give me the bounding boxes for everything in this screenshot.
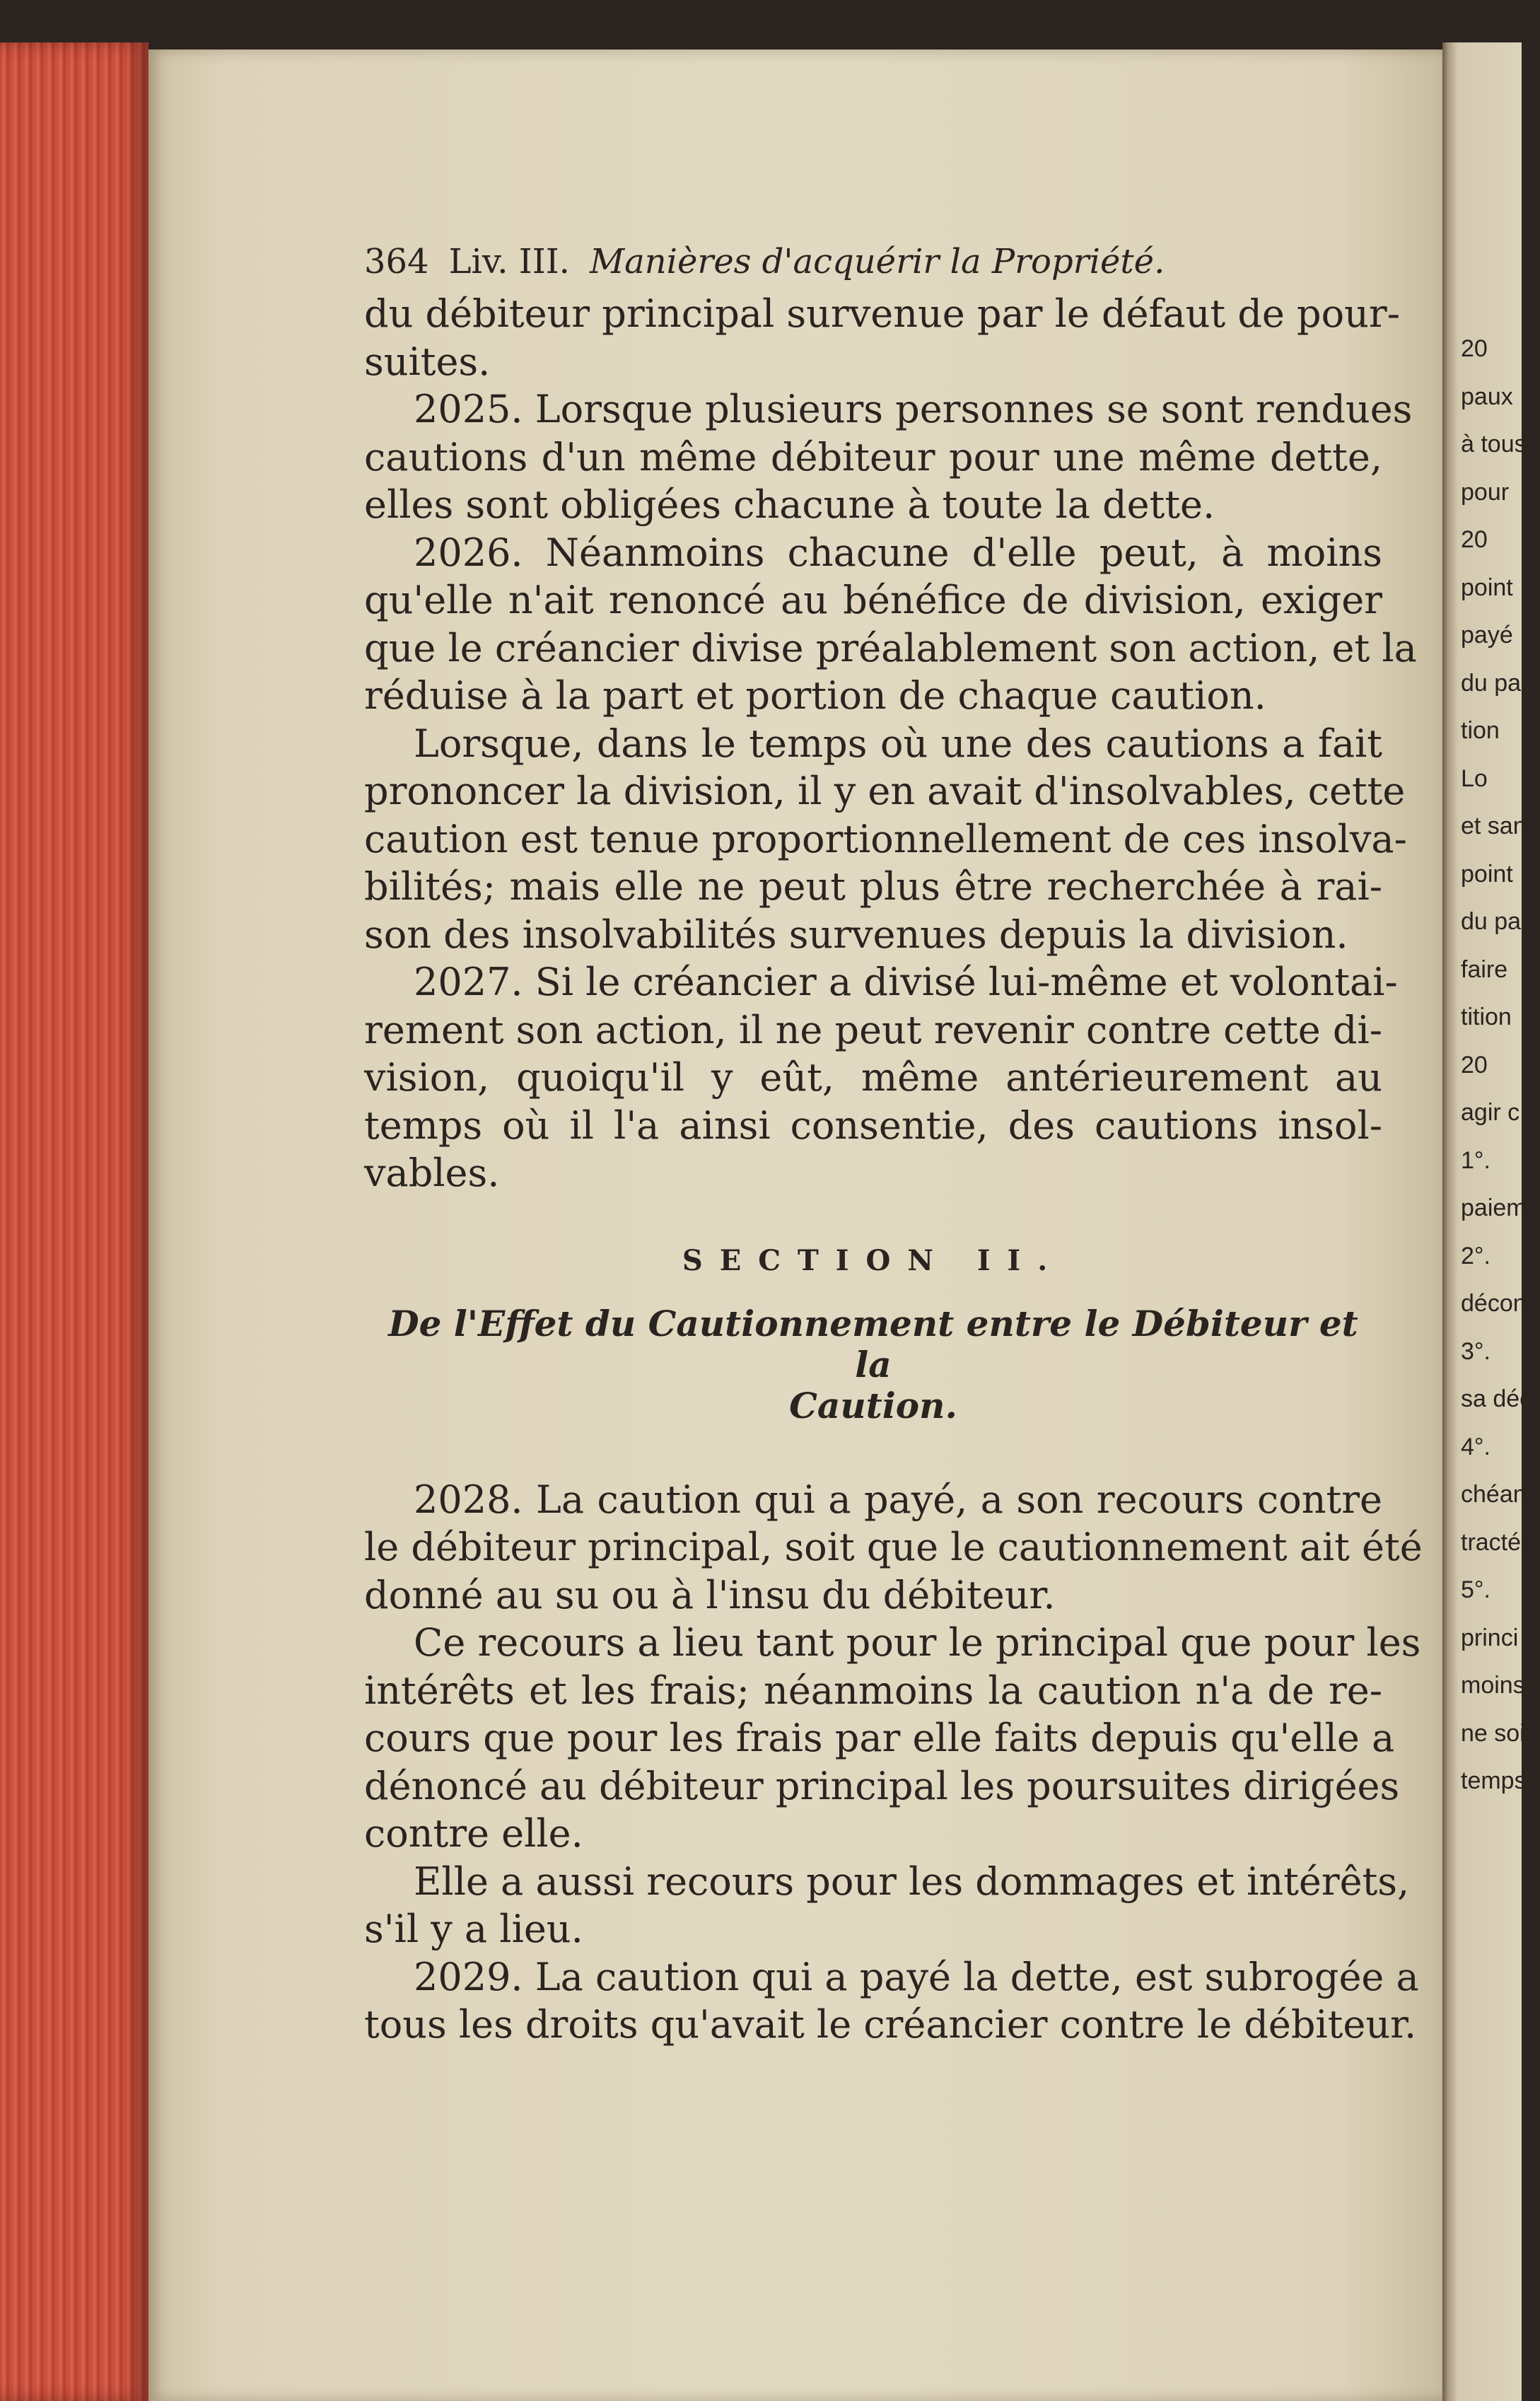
fragment: déconf bbox=[1461, 1290, 1534, 1317]
text-line: que le créancier divise préalablement son action, et la bbox=[364, 625, 1417, 670]
text-line: Lorsque, dans le temps où une des cautions a fait bbox=[414, 721, 1382, 766]
fragment: 20 bbox=[1461, 335, 1488, 362]
fragment: moins bbox=[1461, 1672, 1525, 1699]
fragment: 4°. bbox=[1461, 1433, 1491, 1460]
text-line: dénoncé au débiteur principal les poursuites dirigées bbox=[364, 1763, 1400, 1808]
text-line: prononcer la division, il y en avait d'insolvables, cette bbox=[364, 769, 1406, 813]
text-line: cautions d'un même débiteur pour une même dette, bbox=[364, 434, 1382, 479]
article-2027: 2027. Si le créancier a divisé lui-même et volontai- bbox=[414, 960, 1398, 1004]
body-bottom bbox=[364, 1476, 1423, 2049]
fragment: payé bbox=[1461, 622, 1513, 649]
text-line: tous les droits qu'avait le créancier contre le débiteur. bbox=[364, 2002, 1417, 2047]
running-title: Manières d'acquérir la Propriété. bbox=[589, 242, 1165, 281]
text-line: Elle a aussi recours pour les dommages et intérêts, bbox=[414, 1859, 1410, 1904]
text-line: contre elle. bbox=[364, 1811, 583, 1856]
article-2025: 2025. Lorsque plusieurs personnes se sont rendues bbox=[414, 387, 1413, 431]
page-text bbox=[364, 233, 1423, 2049]
fragment: ne soit bbox=[1461, 1719, 1532, 1747]
fragment: point bbox=[1461, 574, 1513, 601]
section-heading: SECTION II. bbox=[682, 1243, 1065, 1277]
fragment: tractée bbox=[1461, 1528, 1534, 1556]
body-top bbox=[364, 290, 1417, 1197]
next-page-strip bbox=[1442, 42, 1540, 2401]
next-page-text bbox=[1455, 325, 1540, 1806]
text-line: vision, quoiqu'il y eût, même antérieurement au bbox=[364, 1055, 1382, 1100]
fragment: paieme bbox=[1461, 1194, 1540, 1221]
fragment: du pa bbox=[1461, 908, 1522, 935]
fragment: du pa bbox=[1461, 669, 1522, 697]
fragment: point bbox=[1461, 860, 1513, 888]
article-2026: 2026. Néanmoins chacune d'elle peut, à moins bbox=[414, 530, 1382, 575]
fragment: à tous bbox=[1461, 431, 1527, 458]
text-line: du débiteur principal survenue par le défaut de pour- bbox=[364, 291, 1400, 336]
book-number: Liv. III. bbox=[448, 242, 570, 281]
article-2029: 2029. La caution qui a payé la dette, est subrogée a bbox=[414, 1954, 1419, 1999]
fragment: 1°. bbox=[1461, 1146, 1491, 1174]
section-title bbox=[364, 1303, 1382, 1426]
text-line: qu'elle n'ait renoncé au bénéfice de division, exiger bbox=[364, 578, 1382, 622]
text-line: donné au su ou à l'insu du débiteur. bbox=[364, 1572, 1056, 1617]
fragment: faire bbox=[1461, 955, 1508, 983]
text-line: le débiteur principal, soit que le cautionnement ait été bbox=[364, 1525, 1423, 1569]
text-line: cours que pour les frais par elle faits depuis qu'elle a bbox=[364, 1716, 1395, 1760]
section-title-line: Caution. bbox=[789, 1384, 957, 1426]
text-line: caution est tenue proportionnellement de ces insolva- bbox=[364, 816, 1407, 861]
fragment: 20 bbox=[1461, 1051, 1488, 1079]
section-title-line: De l'Effet du Cautionnement entre le Débiteur et la bbox=[388, 1302, 1358, 1385]
text-line: rement son action, il ne peut revenir contre cette di- bbox=[364, 1007, 1382, 1052]
article-2028: 2028. La caution qui a payé, a son recours contre bbox=[414, 1477, 1382, 1522]
fragment: sa déc bbox=[1461, 1385, 1532, 1412]
fragment: chéan bbox=[1461, 1481, 1527, 1508]
text-line: elles sont obligées chacune à toute la dette. bbox=[364, 482, 1215, 527]
text-line: temps où il l'a ainsi consentie, des cautions insol- bbox=[364, 1103, 1382, 1148]
fragment: agir c bbox=[1461, 1099, 1520, 1126]
text-line: Ce recours a lieu tant pour le principal que pour les bbox=[414, 1620, 1421, 1665]
text-line: s'il y a lieu. bbox=[364, 1907, 583, 1951]
fragment: pour bbox=[1461, 478, 1510, 506]
fragment: 5°. bbox=[1461, 1576, 1491, 1603]
fragment: princi bbox=[1461, 1624, 1519, 1651]
fragment: Lo bbox=[1461, 765, 1488, 792]
text-line: suites. bbox=[364, 339, 491, 384]
page-number: 364 bbox=[364, 242, 429, 281]
text-line: réduise à la part et portion de chaque caution. bbox=[364, 673, 1266, 718]
fragment: temps bbox=[1461, 1767, 1527, 1794]
running-header bbox=[364, 233, 1382, 290]
fragment: paux bbox=[1461, 383, 1513, 410]
fragment: tition bbox=[1461, 1004, 1512, 1030]
red-page-edge bbox=[0, 42, 148, 2401]
fragment: tion bbox=[1461, 717, 1500, 744]
fragment: et sans bbox=[1461, 813, 1539, 839]
text-line: vables. bbox=[364, 1151, 500, 1195]
fragment: 20 bbox=[1461, 526, 1488, 553]
text-line: intérêts et les frais; néanmoins la caution n'a de re- bbox=[364, 1668, 1382, 1713]
text-line: son des insolvabilités survenues depuis la division. bbox=[364, 912, 1348, 957]
fragment: 2°. bbox=[1461, 1242, 1491, 1269]
text-line: bilités; mais elle ne peut plus être recherchée à rai- bbox=[364, 864, 1382, 909]
fragment: 3°. bbox=[1461, 1337, 1491, 1365]
